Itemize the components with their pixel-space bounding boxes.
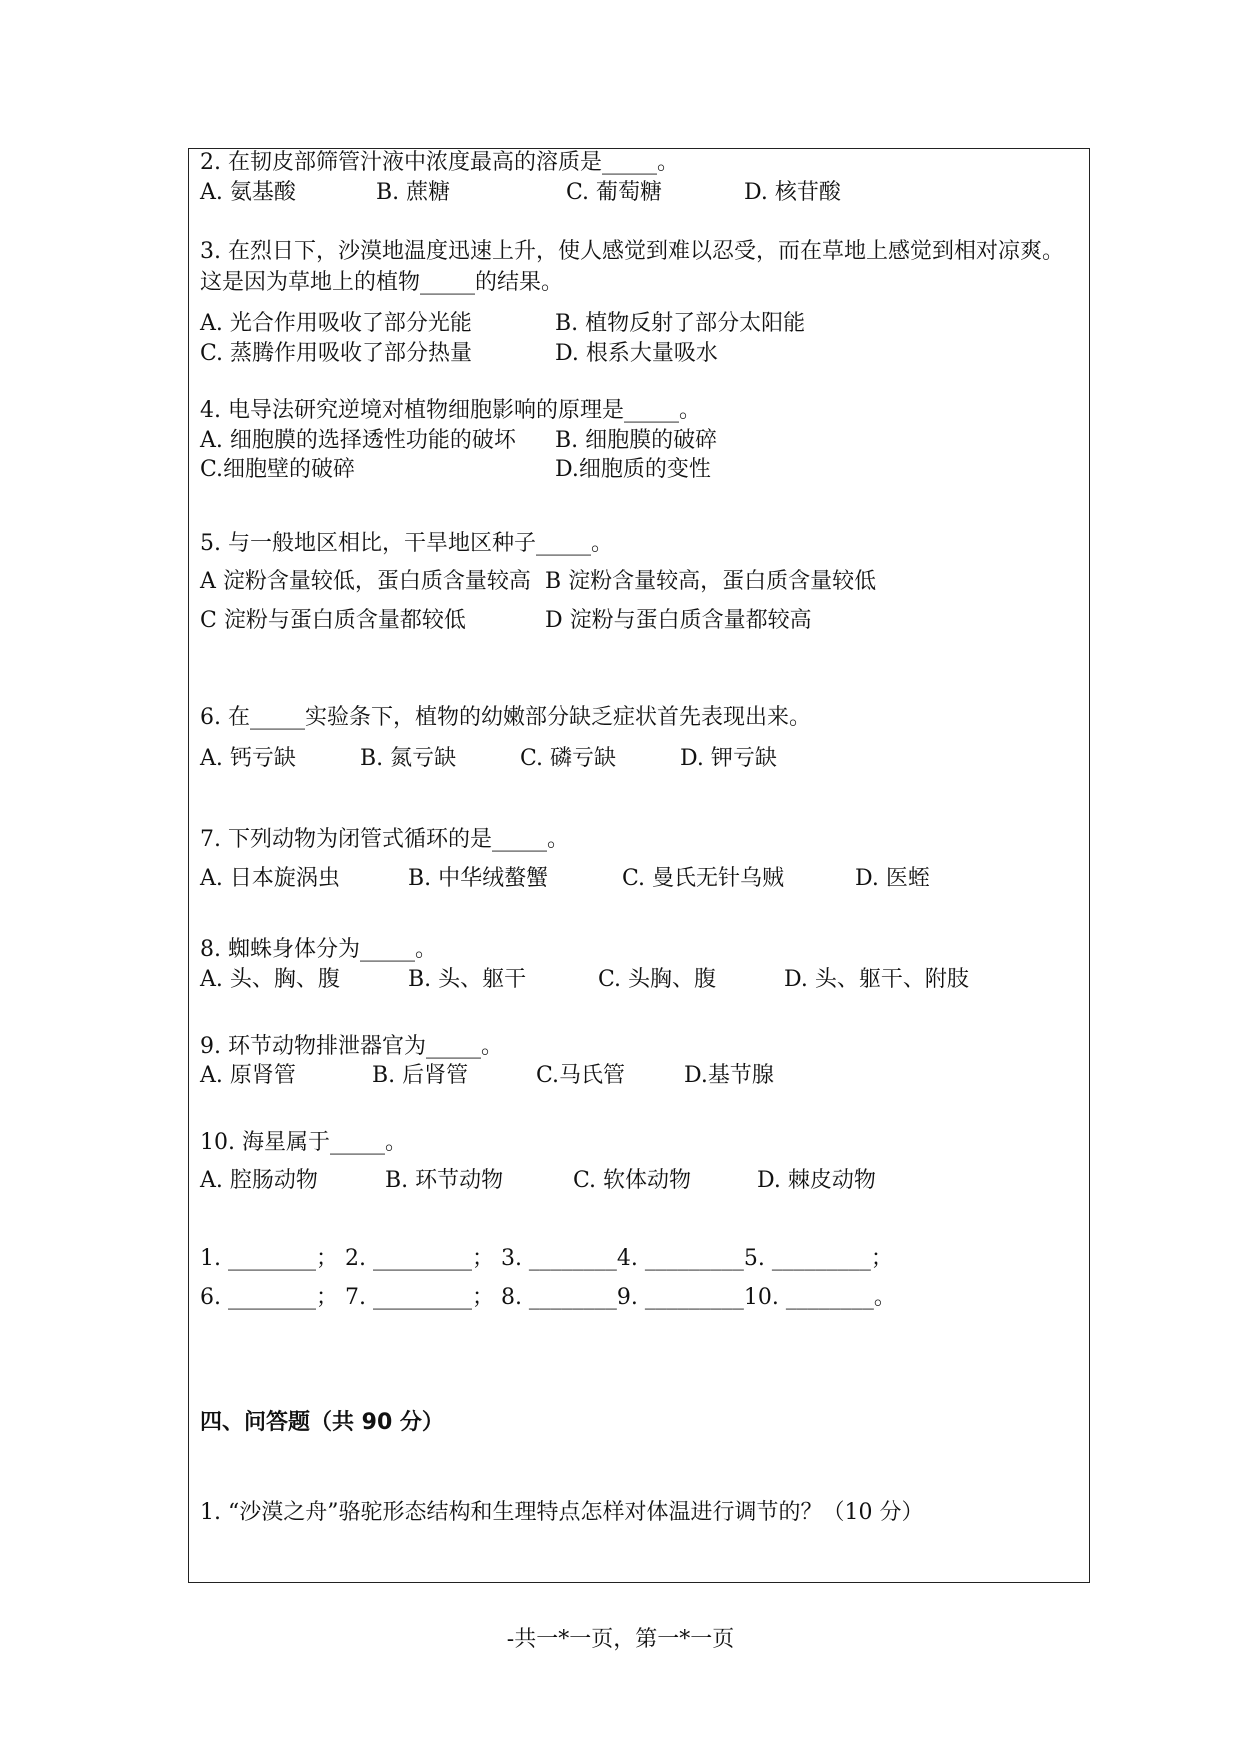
question-7-option-a: A. 日本旋涡虫 bbox=[200, 866, 340, 891]
question-4-stem: 4. 电导法研究逆境对植物细胞影响的原理是_____。 bbox=[200, 398, 701, 423]
question-5-options-row-2 bbox=[200, 606, 1080, 636]
question-8-stem: 8. 蜘蛛身体分为_____。 bbox=[200, 937, 437, 962]
question-6-option-d: D. 钾亏缺 bbox=[680, 746, 777, 771]
question-6-option-b: B. 氮亏缺 bbox=[360, 746, 457, 771]
question-5-option-d: D 淀粉与蛋白质含量都较高 bbox=[545, 608, 812, 633]
question-9-option-d: D.基节腺 bbox=[684, 1063, 774, 1088]
question-2-option-a: A. 氨基酸 bbox=[200, 180, 296, 205]
question-9-option-a: A. 原肾管 bbox=[200, 1063, 296, 1088]
page-footer: -共一*一页，第一*一页 bbox=[506, 1627, 735, 1652]
question-3-option-a: A. 光合作用吸收了部分光能 bbox=[200, 311, 472, 336]
question-8-option-d: D. 头、躯干、附肢 bbox=[784, 967, 969, 992]
question-7-stem: 7. 下列动物为闭管式循环的是_____。 bbox=[200, 827, 569, 852]
question-6-option-c: C. 磷亏缺 bbox=[520, 746, 617, 771]
question-7-option-d: D. 医蛭 bbox=[855, 866, 930, 891]
question-5-option-a: A 淀粉含量较低，蛋白质含量较高 bbox=[200, 569, 531, 594]
question-10-options bbox=[200, 1166, 1080, 1196]
question-2-option-d: D. 核苷酸 bbox=[744, 180, 841, 205]
question-2-stem: 2. 在韧皮部筛管汁液中浓度最高的溶质是_____。 bbox=[200, 150, 679, 175]
question-8-option-a: A. 头、胸、腹 bbox=[200, 967, 340, 992]
question-7-options bbox=[200, 864, 1080, 894]
question-7-option-b: B. 中华绒螯蟹 bbox=[408, 866, 549, 891]
question-5-stem: 5. 与一般地区相比，干旱地区种子_____。 bbox=[200, 531, 613, 556]
question-7-option-c: C. 曼氏无针乌贼 bbox=[622, 866, 785, 891]
question-4-option-b: B. 细胞膜的破碎 bbox=[555, 428, 718, 453]
question-3-option-c: C. 蒸腾作用吸收了部分热量 bbox=[200, 341, 473, 366]
question-5-options-row-1 bbox=[200, 567, 1080, 597]
question-2-options bbox=[200, 178, 1080, 208]
question-8-options bbox=[200, 965, 1080, 995]
question-3-stem: 3. 在烈日下，沙漠地温度迅速上升，使人感觉到难以忍受，而在草地上感觉到相对凉爽。这是因为草地上的植物_____的结果。 bbox=[200, 239, 1064, 295]
question-6-options bbox=[200, 744, 1080, 774]
question-10-option-a: A. 腔肠动物 bbox=[200, 1168, 318, 1193]
question-10-option-c: C. 软体动物 bbox=[573, 1168, 692, 1193]
question-4-option-d: D.细胞质的变性 bbox=[555, 457, 711, 482]
question-3-options-row-2 bbox=[200, 339, 1080, 369]
essay-question-1: 1. “沙漠之舟”骆驼形态结构和生理特点怎样对体温进行调节的？（10 分） bbox=[200, 1500, 924, 1525]
question-8-option-c: C. 头胸、腹 bbox=[598, 967, 717, 992]
question-6-option-a: A. 钙亏缺 bbox=[200, 746, 296, 771]
question-3-options-row-1 bbox=[200, 309, 1080, 339]
question-4-option-c: C.细胞壁的破碎 bbox=[200, 457, 356, 482]
question-8-option-b: B. 头、躯干 bbox=[408, 967, 527, 992]
question-3-option-d: D. 根系大量吸水 bbox=[555, 341, 718, 366]
question-10-option-d: D. 棘皮动物 bbox=[757, 1168, 876, 1193]
question-10-stem: 10. 海星属于_____。 bbox=[200, 1130, 407, 1155]
question-9-option-b: B. 后肾管 bbox=[372, 1063, 469, 1088]
question-2-option-c: C. 葡萄糖 bbox=[566, 180, 663, 205]
question-10-option-b: B. 环节动物 bbox=[385, 1168, 504, 1193]
question-9-stem: 9. 环节动物排泄器官为_____。 bbox=[200, 1034, 503, 1059]
section-title: 四、问答题（共 90 分） bbox=[200, 1410, 444, 1435]
question-9-option-c: C.马氏管 bbox=[536, 1063, 626, 1088]
answer-line-2: 6. ________； 7. _________； 8. ________9. _________10. ________。 bbox=[200, 1285, 896, 1310]
question-4-option-a: A. 细胞膜的选择透性功能的破坏 bbox=[200, 428, 516, 453]
question-3-option-b: B. 植物反射了部分太阳能 bbox=[555, 311, 806, 336]
question-4-options-row-2 bbox=[200, 455, 1080, 485]
question-9-options bbox=[200, 1061, 1080, 1091]
question-6-stem: 6. 在_____实验条下，植物的幼嫩部分缺乏症状首先表现出来。 bbox=[200, 705, 811, 730]
question-5-option-b: B 淀粉含量较高，蛋白质含量较低 bbox=[545, 569, 877, 594]
question-2-option-b: B. 蔗糖 bbox=[376, 180, 451, 205]
question-4-options-row-1 bbox=[200, 426, 1080, 456]
answer-line-1: 1. ________； 2. _________； 3. ________4. _________5. _________； bbox=[200, 1246, 893, 1271]
question-5-option-c: C 淀粉与蛋白质含量都较低 bbox=[200, 608, 466, 633]
